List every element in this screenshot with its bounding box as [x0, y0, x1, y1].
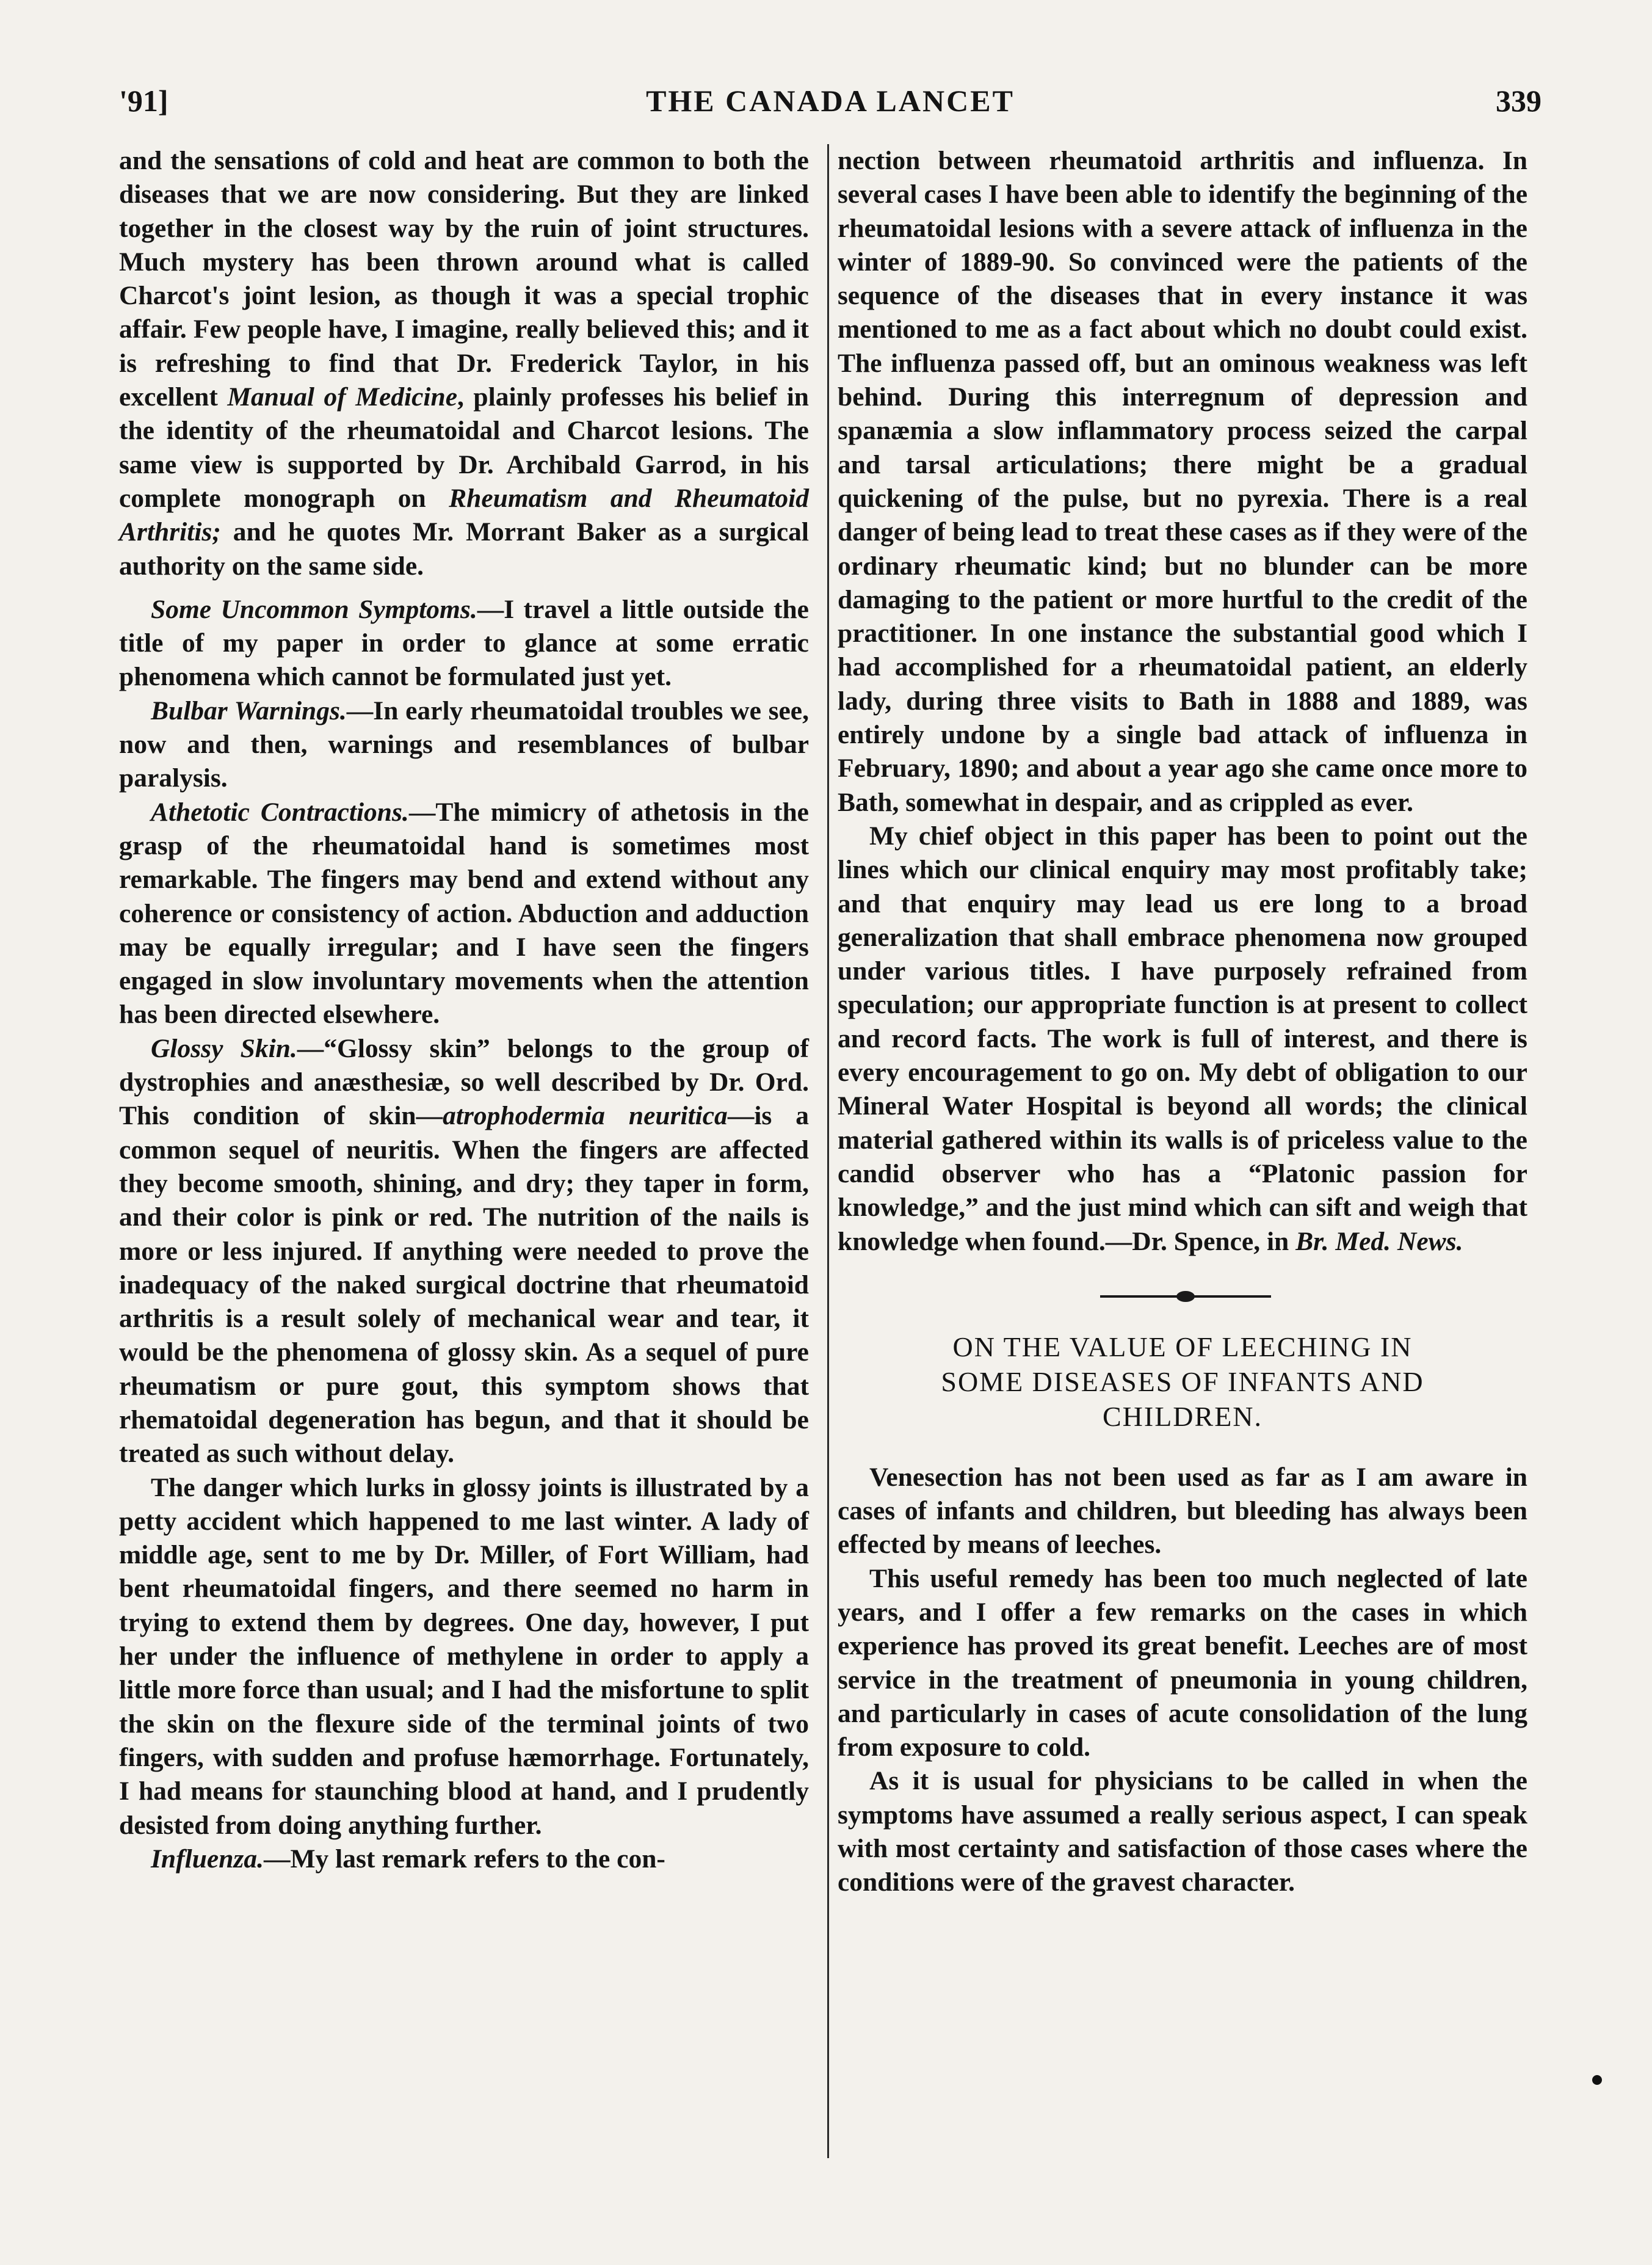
paragraph-text: The danger which lurks in glossy joints is illustrated by a petty accident which happened to me last winter. A lady of middle age, sent to me by Dr. Miller, of Fort William, had bent rheumatoidal fingers, and there seemed no harm in trying to extend them by degrees. One day, however, I put her under the influence of methylene in order to apply a little more force than usual; and I had the misfortune to split the skin on the flexure side of the terminal joints of two fingers, with sudden and profuse hæmorrhage. Fortunately, I had means for staunching blood at hand, and I prudently desisted from doing anything further.	[119, 1472, 809, 1840]
paragraph-text: and he quotes Mr. Morrant Baker as a surgical authority on the same side.	[119, 517, 809, 581]
paragraph-venesection	[838, 1461, 1527, 1562]
paragraph-athetotic-contractions	[119, 796, 809, 1032]
journal-title: THE CANADA LANCET	[646, 84, 1015, 118]
paragraph-text: Venesection has not been used as far as I am aware in cases of infants and children, but bleeding has always been effected by means of leeches.	[838, 1462, 1527, 1560]
paragraph-text: —I travel a little outside the title of my paper in order to glance at some erratic phenomena which cannot be formulated just yet.	[119, 594, 809, 692]
paragraph-text: nection between rheumatoid arthritis and influenza. In several cases I have been able to identify the beginning of the rheumatoidal lesions with a severe attack of influenza in the winter of 1889-90. So convinced were the patients of the sequence of the diseases that in every instance it was mentioned to me as a fact about which no doubt could exist. The influenza passed off, but an ominous weakness was left behind. During this interregnum of depression and spanæmia a slow inflammatory process seized the carpal and tarsal articulations; there might be a gradual quickening of the pulse, but no pyrexia. There is a real danger of being lead to treat these cases as if they were of the ordinary rheumatic kind; but no blunder can be more damaging to the patient or more hurtful to the credit of the practitioner. In one instance the substantial good which I had accomplished for a rheumatoidal patient, an elderly lady, during three visits to Bath in 1888 and 1889, was entirely undone by a single bad attack of influenza in February, 1890; and about a year ago she came once more to Bath, somewhat in despair, and as crippled as ever.	[838, 146, 1527, 817]
column-rule	[827, 144, 829, 2158]
article-heading-line: SOME DISEASES OF INFANTS AND	[941, 1365, 1424, 1397]
paragraph-glossy-skin	[119, 1032, 809, 1471]
left-column	[119, 144, 809, 1876]
paragraph-text: —“Glossy skin” belongs to the group of dystrophies and anæsthesiæ, so well described by Dr. Ord. This condition of skin—	[119, 1033, 810, 1131]
paragraph-chief-object	[838, 820, 1527, 1259]
article-heading	[838, 1329, 1527, 1434]
source-citation: Br. Med. News.	[1295, 1226, 1463, 1256]
page-number: 339	[1496, 84, 1542, 118]
volume-year: '91]	[119, 84, 168, 118]
run-in-heading: Glossy Skin.	[151, 1033, 297, 1063]
book-title: Rheumatism and Rheumatoid Arthritis;	[119, 483, 809, 547]
paragraph-text: —In early rheumatoidal troubles we see, now and then, warnings and resemblances of bulbar paralysis.	[119, 696, 809, 793]
book-title: Manual of Medicine	[227, 382, 458, 412]
paragraph-influenza	[119, 1842, 809, 1876]
run-in-heading: Some Uncommon Symptoms.	[151, 594, 477, 624]
scan-speck	[1592, 2075, 1602, 2085]
paragraph-influenza-continued	[838, 144, 1527, 820]
paragraph-text: —My last remark refers to the con-	[263, 1844, 665, 1874]
run-in-heading: Bulbar Warnings.	[151, 696, 347, 725]
run-in-heading: Athetotic Contractions.	[151, 797, 409, 827]
article-heading-line: ON THE VALUE OF LEECHING IN	[952, 1331, 1413, 1362]
paragraph-bulbar-warnings	[119, 694, 809, 796]
paragraph-uncommon-symptoms	[119, 593, 809, 694]
paragraph-text: , plainly professes his belief in the identity of the rheumatoidal and Charcot lesions. The same view is supported by Dr. Archibald Garrod, in his complete monograph on	[119, 382, 809, 513]
paragraph-text: —The mimicry of athetosis in the grasp of the rheumatoidal hand is sometimes most remarkable. The fingers may bend and extend without any coherence or consistency of action. Abduction and adduction may be equally irregular; and I have seen the fingers engaged in slow involuntary movements when the attention has been directed elsewhere.	[119, 797, 809, 1030]
paragraph-physicians	[838, 1764, 1527, 1899]
paragraph-useful-remedy	[838, 1562, 1527, 1765]
section-ornament	[838, 1279, 1527, 1314]
paragraph-text: My chief object in this paper has been to point out the lines which our clinical enquiry may most profitably take; and that enquiry may lead us ere long to a broad generalization that shall embrace phenomena now grouped under various titles. I have purposely refrained from speculation; our appropriate function is at present to collect and record facts. The work is full of interest, and there is every encouragement to go on. My debt of obligation to our Mineral Water Hospital is beyond all words; the clinical material gathered within its walls is of priceless value to the candid observer who has a “Platonic passion for knowledge,” and the just mind which can sift and weigh that knowledge when found.—Dr. Spence, in	[838, 821, 1527, 1256]
paragraph-text: —is a common sequel of neuritis. When the fingers are affected they become smooth, shining, and dry; they taper in form, and their color is pink or red. The nutrition of the nails is more or less injured. If anything were needed to prove the inadequacy of the naked surgical doctrine that rheumatoid arthritis is a result solely of mechanical wear and tear, it would be the phenomena of glossy skin. As a sequel of pure rheumatism or pure gout, this symptom shows that rhematoidal degeneration has begun, and that it should be treated as such without delay.	[119, 1101, 809, 1469]
paragraph-charcot	[119, 144, 809, 583]
paragraph-glossy-joints	[119, 1471, 809, 1842]
paragraph-text: As it is usual for physicians to be called in when the symptoms have assumed a really serious aspect, I can speak with most certainty and satisfaction of those cases where the conditions were of the gravest character.	[838, 1766, 1527, 1897]
paragraph-text: and the sensations of cold and heat are common to both the diseases that we are now considering. But they are linked together in the closest way by the ruin of joint structures. Much mystery has been thrown around what is called Charcot's joint lesion, as though it was a special trophic affair. Few people have, I imagine, really believed this; and it is refreshing to find that Dr. Frederick Taylor, in his excellent	[119, 146, 809, 412]
article-heading-line: CHILDREN.	[1102, 1400, 1263, 1432]
running-head	[119, 79, 1542, 122]
right-column	[838, 144, 1527, 1900]
paragraph-text: This useful remedy has been too much neglected of late years, and I offer a few remarks on the cases in which experience has proved its great benefit. Leeches are of most service in the treatment of pneumonia in young children, and particularly in cases of acute consolidation of the lung from exposure to cold.	[838, 1563, 1527, 1762]
medical-term: atrophodermia neuritica	[443, 1101, 728, 1131]
ornament-dot	[1176, 1291, 1195, 1302]
run-in-heading: Influenza.	[151, 1844, 264, 1874]
